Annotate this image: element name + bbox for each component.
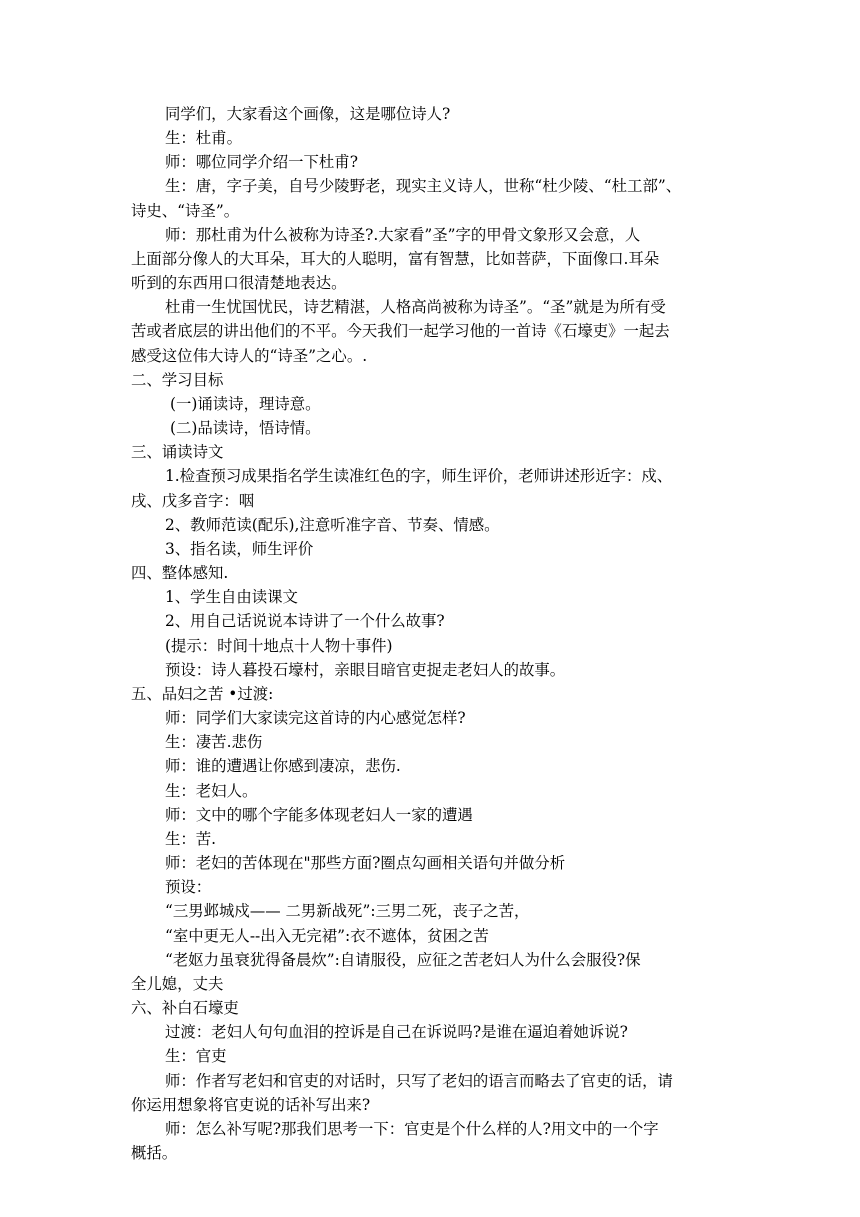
text-line: 师：同学们大家读完这首诗的内心感觉怎样? xyxy=(165,709,466,727)
text-line: 同学们，大家看这个画像，这是哪位诗人? xyxy=(165,105,451,123)
text-line: 苦或者底层的讲出他们的不平。今天我们一起学习他的一首诗《石壕吏》一起去 xyxy=(131,322,670,340)
text-line: 生：唐，字子美，自号少陵野老，现实主义诗人，世称“杜少陵、“杜工部”、 xyxy=(165,177,682,195)
text-line: (二)品读诗，悟诗情。 xyxy=(170,419,321,437)
text-line: 概括。 xyxy=(131,1144,178,1162)
text-line: 2、教师范读(配乐),注意听准字音、节奏、情感。 xyxy=(165,516,500,534)
text-line: 生：老妇人。 xyxy=(165,782,258,800)
text-line: 生：杜甫。 xyxy=(165,129,242,147)
text-line: 过渡：老妇人句句血泪的控诉是自己在诉说吗?是谁在逼迫着她诉说? xyxy=(165,1023,628,1041)
section-heading: 五、品妇之苦 •过渡: xyxy=(131,685,274,703)
text-line: 预设： xyxy=(165,878,212,896)
text-line: 生：凄苦.悲伤 xyxy=(165,733,263,751)
text-line: 师：怎么补写呢?那我们思考一下：官吏是个什么样的人?用文中的一个字 xyxy=(165,1120,659,1138)
text-line: 生：苦. xyxy=(165,830,217,848)
text-line: (提示：时间十地点十人物十事件) xyxy=(165,637,393,655)
text-line: 杜甫一生忧国忧民，诗艺精湛，人格高尚被称为诗圣”。“圣”就是为所有受 xyxy=(165,298,666,316)
text-line: 师：那杜甫为什么被称为诗圣?.大家看”圣”字的甲骨文象形又会意，人 xyxy=(165,226,641,244)
text-line: “三男邺城戍—— 二男新战死”:三男二死，丧子之苦， xyxy=(165,902,530,920)
text-line: 师：作者写老妇和官吏的对话时，只写了老妇的语言而略去了官吏的话，请 xyxy=(165,1072,673,1090)
text-line: 预设：诗人暮投石壕村，亲眼目暗官吏捉走老妇人的故事。 xyxy=(165,661,566,679)
text-line: 上面部分像人的大耳朵，耳大的人聪明，富有智慧，比如菩萨，下面像口.耳朵 xyxy=(131,250,660,268)
text-line: 诗史、“诗圣”。 xyxy=(131,202,240,220)
text-line: (一)诵读诗，理诗意。 xyxy=(170,395,321,413)
section-heading: 四、整体感知. xyxy=(131,564,229,582)
text-line: 感受这位伟大诗人的“诗圣”之心。. xyxy=(131,347,368,365)
text-line: 你运用想象将官吏说的话补写出来? xyxy=(131,1096,371,1114)
section-heading: 六、补白石壕吏 xyxy=(131,999,239,1017)
text-line: 戌、戊多音字：咽 xyxy=(131,492,255,510)
text-line: “老妪力虽衰犹得备晨炊”:自请服役，应征之苦老妇人为什么会服役?保 xyxy=(165,951,641,969)
text-line: 1、学生自由读课文 xyxy=(165,588,298,606)
text-line: 听到的东西用口很清楚地表达。 xyxy=(131,274,347,292)
text-line: 2、用自己话说说本诗讲了一个什么故事? xyxy=(165,612,445,630)
text-line: 3、指名读，师生评价 xyxy=(165,540,314,558)
section-heading: 二、学习目标 xyxy=(131,371,224,389)
text-line: 全儿媳，丈夫 xyxy=(131,975,224,993)
text-line: 师：文中的哪个字能多体现老妇人一家的遭遇 xyxy=(165,806,473,824)
text-line: “室中更无人--出入无完裙”:衣不遮体，贫困之苦 xyxy=(165,927,489,945)
section-heading: 三、诵读诗文 xyxy=(131,443,224,461)
text-line: 生：官吏 xyxy=(165,1047,227,1065)
text-line: 师：老妇的苦体现在"那些方面?圈点勾画相关语句并做分析 xyxy=(165,854,566,872)
text-line: 师：哪位同学介绍一下杜甫? xyxy=(165,153,358,171)
text-line: 1.检查预习成果指名学生读准红色的字，师生评价，老师讲述形近字：戍、 xyxy=(165,467,673,485)
text-line: 师：谁的遭遇让你感到凄凉，悲伤. xyxy=(165,757,401,775)
